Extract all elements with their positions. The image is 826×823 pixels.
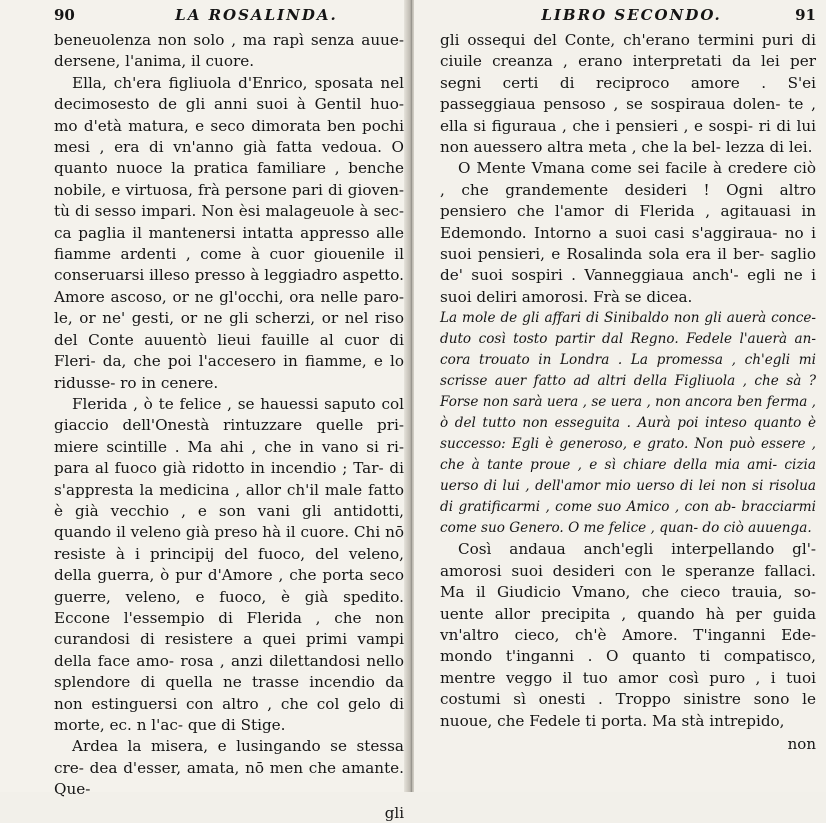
left-paragraph-3: Flerida , ò te felice , se hauessi saputo col giaccio dell'Onestà rintuzzare quelle pri- miere scintille . Ma ahi , che in vano si ri- para al fuoco già ridotto in incendio ; Tar- di s'appresta la medicina , allor ch'il male fatto è già vecchio , e son vani gli antidotti, quando il veleno già preso hà il cuore. Chi nō resiste à i principij del fuoco, del veleno, della guerra, ò pur d'Amore , che porta seco guerre, veleno, e fuoco, è già spedito. Eccone l'essempio di Flerida , che non curandosi di resistere a quei primi vampi della face amo- rosa , anzi dilettandosi nello splendore di quella ne trasse incendio da non estinguersi con altro , che col gelo di morte, ec. n l'ac- que di Stige. [54,394,404,734]
left-paragraph-2: Ella, ch'era figliuola d'Enrico, sposata nel decimosesto de gli anni suoi à Gentil huo- mo d'età matura, e seco dimorata ben pochi mesi , era di vn'anno già fatta vedoua. O quanto nuoce la pratica familiare , benche nobile, e virtuosa, frà persone pari di gioven- tù di sesso impari. Non èsi malageuole à sec- ca paglia il mantenersi intatta appresso alle fiamme ardenti , come à cuor giouenile il conseruarsi illeso presso à leggiadro aspetto. Amore ascoso, or ne gl'occhi, ora nelle paro- le, or ne' gesti, or ne gli scherzi, or nel riso del Conte auuentò lieui fauille al cuor di Fleri- da, che poi l'accesero in fiamme, e lo ridusse- ro in cenere. [54,73,404,392]
right-paragraph-2: O Mente Vmana come sei facile à credere ciò , che grandemente desideri ! Ogni altro pensiero che l'amor di Flerida , agitauasi in Edemondo. Intorno a suoi casi s'aggiraua- no i suoi pensieri, e Rosalinda sola era il ber- saglio de' suoi sospiri . Vanneggiaua anch'- egli ne i suoi deliri amorosi. Frà se dicea. [440,159,816,306]
left-catchword: gli [384,803,404,822]
left-paragraph-1: beneuolenza non solo , ma rapì senza auue- dersene, l'anima, il cuore. [54,31,404,71]
left-page-number: 90 [54,6,75,24]
right-running-head [440,6,816,28]
left-body-text [54,30,404,801]
right-paragraph-1: gli ossequi del Conte, ch'erano termini puri di ciuile creanza , erano interpretati da lei per segni certi di reciproco amore . S'ei passeggiaua pensoso , se sospiraua dolen- te , ella si figuraua , che i pensieri , e sospi- ri di lui non auessero altra meta , che la bel- lezza di lei. [440,31,816,157]
right-catchword: non [787,734,816,753]
right-page-number: 91 [795,6,816,24]
left-page [0,0,412,822]
left-running-title: LA ROSALINDA. [175,6,338,24]
left-paragraph-4: Ardea la misera, e lusingando se stessa cre- dea d'esser, amata, nō men che amante. Que- [54,737,404,799]
right-page [414,0,826,792]
right-running-title: LIBRO SECONDO. [541,6,722,24]
right-italic-passage: La mole de gli affari di Sinibaldo non gli auerà conce- duto così tosto partir dal Regno. Fedele l'auerà an- cora trouato in Londra . La promessa , ch'egli mi scrisse auer fatto ad altri della Figliuola , che sà ? Forse non sarà uera , se uera , non ancora ben ferma , ò del tutto non esseguita . Aurà poi inteso quanto è successo: Egli è generoso, e grato. Non può essere , che à tante proue , e sì chiare della mia ami- cizia uerso di lui , dell'amor mio uerso di lei non si risolua di gratificarmi , come suo Amico , con ab- bracciarmi come suo Genero. O me felice , quan- do ciò auuenga. [440,310,816,537]
right-paragraph-4: Così andaua anch'egli interpellando gl'- amorosi suoi desideri con le speranze fallaci. Ma il Giudicio Vmano, che cieco trauia, so- uente allor precipita , quando hà per guida vn'altro cieco, ch'è Amore. T'inganni Ede- mondo t'inganni . O quanto ti compatisco, mentre veggo il tuo amor così puro , i tuoi costumi sì onesti . Troppo sinistre sono le nuoue, che Fedele ti porta. Ma stà intrepido, [440,540,816,730]
left-running-head [54,6,404,28]
right-body-text [440,30,816,732]
